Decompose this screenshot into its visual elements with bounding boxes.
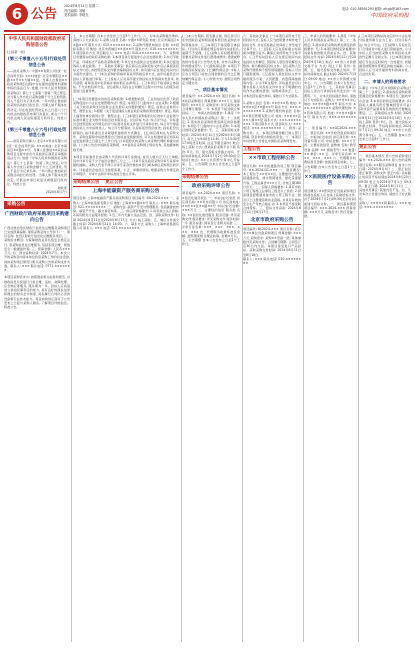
section-name: 公告 xyxy=(31,7,58,22)
notice-signoff-org: 财政部 xyxy=(57,186,67,191)
column-divider xyxy=(358,36,359,642)
article-body: (二)本项目需要落实的政府采购政策: 1.根据财政部、工业和信息化部《政府采购促进中小企业发展管理办法》规定, 本项目专门面向中小企业采购; 2.根据《关于政府采购支持监狱企业发展有关问题的通知》规定, 监狱企业视同小型、微型企业; 3.根据《关于促进残疾人就业政府采购政策的通知》规定, 残疾人福利性单位视同小型、微型企业。(三)本项目采购标的对应的中小企业划分标准所属行业为软件和信息技术服务业。(四)评标方法: 综合评分法。评标委员会按照招标文件规定的评分标准对投标文件进行评审和比较, 综合评分最高的投标人为中标候选人。综合评分相等时, 以投标报价低的优先; 投标报价也相等的, 由评标委员会采取随机抽取的方式确定。(五)供应商如认为采购文件、采购过程和中标结果使自己的权益受到损害的, 可以在知道或者应知其权益受到损害之日起七个工作日内, 以书面形式向采购人或采购代理机构提出质疑。(六)本公告在中国政府采购网、××省政府采购网上同步发布, 其他媒体转载无效。 xyxy=(73,96,179,152)
section-bar-title: 更正公告 xyxy=(359,144,411,152)
ministry-notice-box xyxy=(4,34,70,198)
column-divider xyxy=(303,36,304,642)
editor-line: 责任编辑: 刘敏 xyxy=(64,8,86,13)
column-divider xyxy=(71,36,72,642)
section-bar-title: 工程公告 xyxy=(243,146,301,154)
article-body: 广西壮族自治区财政厅信息化运维服务采购项目已完成预算编制, 现将采购意向公开如下: 一、项目名称: 自治区财政厅信息化运维服务项目; 二、采购需求概况: 为保障财政业务系统安全稳定运行, 需采购信息化运维服务, 包括系统运维、网络安全、数据备份等; 三、预算金额: 人民币×××万元; 四、预计采购时间: 2024年7月。本次公开的采购意向是本单位政府采购工作的初步安排, 具体采购项目情况以相关采购公告和采购文件为准。联系人: ××× 联系电话: 0771-××××××× xyxy=(4,225,70,273)
masthead-rule xyxy=(4,30,411,32)
section-bar-title xyxy=(73,179,179,187)
article-body: 一、项目基本情况 原公告的采购项目编号: ××-2024-××× 原公告的采购项目名称: ××服务采购项目 首次公告日期: 2024年6月4日 二、更正信息 更正事项: 采购文件 更正内容: 投标截止时间及开标时间由2024年6月25日 09:30 更正为2024年7月1日 09:30。更正日期: 2024年6月11日 三、其他补充事宜: 其他内容不变。四、凡对本次公告提出询问, 请按以下方式联系。 xyxy=(359,154,411,201)
section-number-badge: 6 xyxy=(6,3,28,25)
article-body: 本项目评标委员会由采购人代表和评审专家组成, 成员人数为五人以上单数, 其中评审专家不少于成员总数的三分之二。评审专家从政府采购评审专家库中随机抽取。采购人代表不得以评审专家身份参加本部门或本单位采购项目的评审。评标委员会成员应当按照客观、公正、审慎的原则, 根据采购文件规定的评审程序、评审方法和评审标准进行独立评审。 xyxy=(73,154,179,176)
notice-body-1: ——政府采购人: 中国××有限公司(统一社会信用代码: ×××)地址: 北京市朝阳区××路××号××大厦××层。当事人在参加××政府采购项目过程中存在提供虚假材料谋取中标的违法行为, 依据《中华人民共和国政府采购法》第七十七条第一款第一项之规定, 对当事人作出处以采购金额千分之五的罚款, 列入不良行为记录名单, 一年内禁止参加政府采购活动的行政处罚。当事人如不服本处罚决定, 可在收到处罚决定书之日起六十日内依法向财政部申请行政复议, 或在六个月内依法向人民法院提起行政诉讼。特此公告。 xyxy=(7,69,67,125)
article-body: 项目编号: ××-2024-××× 项目名称: ××信息化建设项目 一、中标(成交)信息 供应商名称: ××科技有限公司 供应商地址: ××市××区××路××号 中标(成交)金额: ×××万元 二、主要标的信息 服务类 名称: ××信息化建设服务 服务范围: 详见采购文件 服务要求: 详见采购文件 服务时间: 一年 服务标准: 国家及行业相关标准 三、评审专家名单: ×××、×××、×××、×××、××× 四、代理服务收费标准及金额: 按照国家相关规定收取, 金额×万元。五、公告期限 自本公告发布之日起1个工作日。 xyxy=(182,191,240,247)
newspaper-logo: 中国政府采购报 xyxy=(370,13,409,19)
issue-meta xyxy=(64,4,98,18)
masthead xyxy=(0,0,415,36)
contact-tail: 采购人: ××市××局 联系人: ××× 电话: ×××-×××××××× xyxy=(359,200,411,210)
article-headline: 广西财政厅政府采购项目采购意向公告 xyxy=(4,211,70,223)
notice-header: 中华人民共和国财政部政府采购信息公告 xyxy=(8,37,66,48)
article-body: 项目编号: ××-2024-××× 项目名称: ××政府采购项目 预算金额: ×××万元 最高限价: ×××万元 采购需求: 详见采购文件 合同履行期限: 一年 本项目不接受联合体投标。二、申请人的资格要求: 1.满足《中华人民共和国政府采购法》第二十二条规定; 2.落实政府采购政策需满足的资格要求: 本项目专门面向中小企业采购; 3.本项目的特定资格要求: 无。三、获取招标文件 时间: 2024年6月11日至2024年6月18日, 每天上午9:00至11:30, 下午13:30至17:00(北京时间, 法定节假日除外) 地点: 线上获取 方式: 登录政府采购平台下载 售价: 0元。四、提交投标文件截止时间、开标时间和地点 2024年7月2日 09:30(北京时间) 地点: ××公共资源交易中心开标室。五、公告期限 自本公告发布之日起5个工作日。 xyxy=(182,94,240,171)
article-body: 1.采购人信息 名称: ××市××局 地址: ××市××区××路××号 联系方式: ×××-×××××××× 2.采购代理机构信息 名称: ××项目管理有限公司 地址: ××市××区××大厦××层 联系方式: ×××-×××××××× 3.项目联系方式 项目联系人: ××× 电话: ×××-×××××××× 八、附件: 采购文件。九、本项目预算金额已纳入部门预算, 资金来源为财政性资金。十、本项目中标结果公告将在中国政府采购网发布。 xyxy=(243,100,301,143)
notice-body-2: ——政府采购当事人: 北京××科技有限公司(统一社会信用代码: ×××)地址: 北京市海淀区××路××号。当事人在参加××政府采购项目过程中存在与其他供应商恶意串通的违法行为, 依据《中华人民共和国政府采购法》第七十七条第一款第三项之规定, 对当事人作出处以采购金额千分之五的罚款, 列入不良行为记录名单, 一年内禁止参加政府采购活动的行政处罚。当事人如不服本处罚决定, 可依法申请行政复议或提起行政诉讼。特此公告。 xyxy=(7,139,67,186)
section-band: 采购公告 xyxy=(4,201,70,209)
continued-note: (上接第一版) xyxy=(7,50,25,55)
article-headline: ××市政工程招标公告 xyxy=(248,156,296,162)
designer-line: 美术编辑: 李晓光 xyxy=(64,13,89,18)
notice-title-2: (第三千零壹八十六号)行政处罚信息公告 xyxy=(7,126,67,137)
section-bar-title: 采购结果公告 xyxy=(182,174,240,182)
article-body: 项目概况: ××医院医疗设备采购项目的潜在投标人应在线上获取招标文件, 并于2024年7月2日09:30(北京时间)前递交投标文件。一、项目基本情况 项目编号: ×××-2024-××× 预算金额: ×××万元 采购需求: 医疗设备一批。 xyxy=(304,188,356,219)
article-body: 1.满足《中华人民共和国政府采购法》第二十二条规定; 2.落实政府采购政策需满足的资格要求: 本项目专门面向中小企业; 3.本项目的特定资格要求: (1)投标人须具有医疗器械经营许可证; (2)所投产品须具有有效的医疗器械注册证。三、获取招标文件 时间: 2024年6月11日至2024年6月18日 方式: 线上获取 售价: 0元。四、提交投标文件截止时间、开标时间和地点 2024年7月2日 09:30 地点: ××市公共资源交易中心。五、公告期限 自本公告发布之日起5个工作日。 xyxy=(359,85,411,141)
article-body: 项目编号: BJ-2024-××× 项目名称: 北京市××单位设备采购项目 预算金额: ×××万元 采购需求: 采购××设备一批, 具体参数详见采购文件。合同履行期限: 合同签订后30日内交货。本项目接受进口产品投标。获取采购文件时间: 2024年6月11日至6月18日。 xyxy=(243,227,301,257)
notice-title-1: (第三千零壹八十五号)行政处罚信息公告 xyxy=(7,56,67,67)
article-body: 一、项目编号: ××GC2024-××× 二、项目名称: ××学校设备采购项目 三、中标(成交)信息 供应商名称: ××设备有限公司 中标金额: ×××万元 四、主要标的信息 货物类 名称: 教学设备 品牌: ×× 规格型号: ×× 数量: ×× 单价: ×× 五、评审专家名单: ×××、×××、××× 六、代理服务收费标准及金额: 按国家规定收取。七、公告期限 自本公告发布之日起1个工作日。 xyxy=(304,126,356,173)
article-body: 项目名称: 上海申能碳资产服务商采购项目 项目编号: SN-2024-××× 一、采购人: 上海申能集团有限公司 地址: 上海市××路××号 联系人: ××× 联系电话: 021-×××××××× 二、采购内容: 碳资产开发与管理服务, 包括碳排放核算、碳资产开发、碳交易咨询等。三、供应商资格要求: 1.具有独立法人资格; 2.具有相关行业服务经验; 3.近三年内无重大违法记录。四、获取采购文件: 时间 2024年6月11日至2024年6月17日; 方式: 线上获取。五、响应文件递交截止时间: 2024年6月21日 14:00。六、联系方式 采购人: 上海申能集团有限公司 联系人: ××× 电话: 021-××××××××。 xyxy=(73,196,179,231)
section-bar-label: 采购结果公告 xyxy=(73,180,100,185)
column-5 xyxy=(304,34,356,644)
column-divider xyxy=(242,36,243,642)
article-headline: ××医院医疗设备采购公告 xyxy=(304,175,356,187)
article-headline: 政府采购评审公告 xyxy=(191,183,231,189)
contact-line: 电话: 010-58591293 邮箱: zfcgb@163.com xyxy=(341,7,409,11)
article-headline: 上海申能碳资产服务商采购公告 xyxy=(92,189,160,194)
article-body: (二)本公告期间, 报名截止前, 供应商可以在中国政府采购网查阅本项目的采购需求和资格条件。(三)本项目不接受联合体投标。(四)供应商须在规定时间内完成报名, 逾期不予受理。(五)采购人有权根据项目需要对采购文件进行澄清或修改, 澄清或修改的内容将以公告形式发布, 并作为采购文件的组成部分。(六)投标保证金: 本项目不收取投标保证金。(七)履约保证金: 中标人应在合同签订前按合同金额的百分之五缴纳履约保证金。(八)付款方式: 按照合同约定分期支付。 xyxy=(182,34,240,85)
column-4 xyxy=(243,34,301,644)
article-body: 七、本公告期限: 自本公告发布之日起5个工作日。八、对本次采购提出询问, 请按以下方式联系: 1.采购人信息 名称: 中国××研究院 地址: 北京市海淀区××路××号 联系方式: 010-××××××××; 2.采购代理机构信息 名称: ××招标有限公司 地址: 北京市西城区××街××号 联系方式: 010-××××××××; 3.项目联系方式 项目联系人: ××× 电话: 010-××××××××。九、采购项目需要落实的政府采购政策: 1.本项目执行促进中小企业发展政策; 2.执行节能产品、环境标志产品政府采购政策; 3.执行支持监狱企业发展政策; 4.执行促进残疾人就业政策。十、其他补充事宜: 供应商应在获取招标文件后认真阅读招标文件内容, 并按照招标文件要求编制投标文件, 如有疑问应在规定时间内以书面形式提出。(一)本次采购的资格审查采用资格后审方式, 由评标委员会对投标人资格进行审查。(二)投标人应对其所提交的投标文件的真实性负责, 如有虚假, 将取消其中标资格并承担相应法律责任。(三)本项目不接受联合体投标, 不允许转包和分包。(四)采购人有权在合同履行过程中对中标人的服务质量进行监督考核。 xyxy=(73,34,179,94)
column-divider xyxy=(181,36,182,642)
notice-signoff-date: 2024年6月7日 xyxy=(45,190,67,195)
column-6 xyxy=(359,34,411,644)
article-subtitle: 一、项目基本情况 xyxy=(194,87,228,92)
article-body: 六、其他补充事宜 (一)本项目采用电子化招投标方式, 投标人应当按照要求制作电子投标文件, 并在投标截止时间前上传至电子交易平台。(二)投标人应在投标截止时间前办理数字证书, 确保正常使用电子交易平台。(三)开标时投标人应在规定时间内完成投标文件解密, 因投标人原因导致解密失败的, 视为撤销其投标文件。(四)采购人及采购代理机构不组织现场踏勘, 投标人可自行踏勘现场。(五)投标人须在投标文件中提供服务方案、人员配置、质量保障措施等内容。(六)评审过程中, 评标委员会可以要求投标人对投标文件中含义不明确的内容作出必要的澄清、说明或者补正。七、对本次招标提出询问, 请按以下方式联系。 xyxy=(243,34,301,98)
article-body-continued: 本项目采购需求为: 按照国家相关标准和规范, 对财政信息系统进行日常运维、巡检、故障处理、应急响应等服务, 服务期为一年。投标人应具备独立承担民事责任的能力, 具有良好的商业信誉和健全的财务会计制度, 具有履行合同所必需的设备和专业技术能力。有意向的供应商可于公告发布之日起与采购人联系, 了解项目详细信息。特此公告。 xyxy=(4,275,70,310)
issue-date: 2024年6月11日 星期二 xyxy=(64,4,99,8)
column-3 xyxy=(182,34,240,644)
article-headline: 北京市政府采购公告 xyxy=(243,218,301,226)
column-1 xyxy=(4,34,70,644)
article-body: 项目名称: ××市政道路改造工程 项目编号: ××-2024-GC-××× 一、项目概况: 本工程位于××市××区, 主要建设内容包括道路改造、排水管网建设、绿化景观提升等, 工程估算价×××万元, 计划工期180日历天。二、投标人资格要求: 1.具有市政公用工程施工总承包三级及以上资质; 2.拟派项目经理须具备市政公用工程专业二级及以上注册建造师执业资格, 并具有有效的安全生产考核合格证书; 3.本项目不接受联合体投标。三、招标文件获取: 2024年6月11日至6月17日。 xyxy=(243,163,301,215)
article-body: 三、申请人的资格要求: 1.满足《中华人民共和国政府采购法》第二十二条规定; 2.落实政府采购政策需满足的资格要求: 无; 3.本项目的特定资格要求: 具备有效的相关资质证书。四、获取招标文件 时间: 2024年6月11日至2024年6月18日 地点: ××市公共资源交易平台 方式: 网上下载 售价: 免费。五、提交投标文件截止时间、开标时间和地点 截止时间: 2024年7月3日 09:00 地点: ××市公共资源交易中心。六、公告期限 自本公告发布之日起5个工作日。七、其他补充事宜: 投标人需自行承担投标所发生的一切费用。八、对本次招标提出询问, 请按以下方式联系: 采购人: ××市××中心 地址: ××市××路××号 联系方式: ×××-×××××××× 采购代理机构: ××咨询有限公司 地址: ××市××路××号 联系方式: ×××-××××××××。 xyxy=(304,34,356,123)
section-bar-sublabel: 更正公告 xyxy=(105,180,123,185)
article-subtitle: 二、申请人的资格要求 xyxy=(364,78,406,84)
contact-tail: 联系人: ××× 联系电话: 010-×××××××× xyxy=(243,256,301,266)
article-body: (三)本项目采购标的对应的中小企业划分标准所属行业为工业。(四)评标方法: 综合评分法。(五)采购人有权在签订合同前对中标人进行资格复核。(六)中标人应当按照采购文件和投标文件的约定履行合同义务。(七)本项目的质疑应当在法定时间内一次性提出, 质疑函需按照财政部规定的格式编制。(八)投标人应当对所提供材料的真实性、合法性负责。 xyxy=(359,34,411,77)
column-2 xyxy=(73,34,179,644)
